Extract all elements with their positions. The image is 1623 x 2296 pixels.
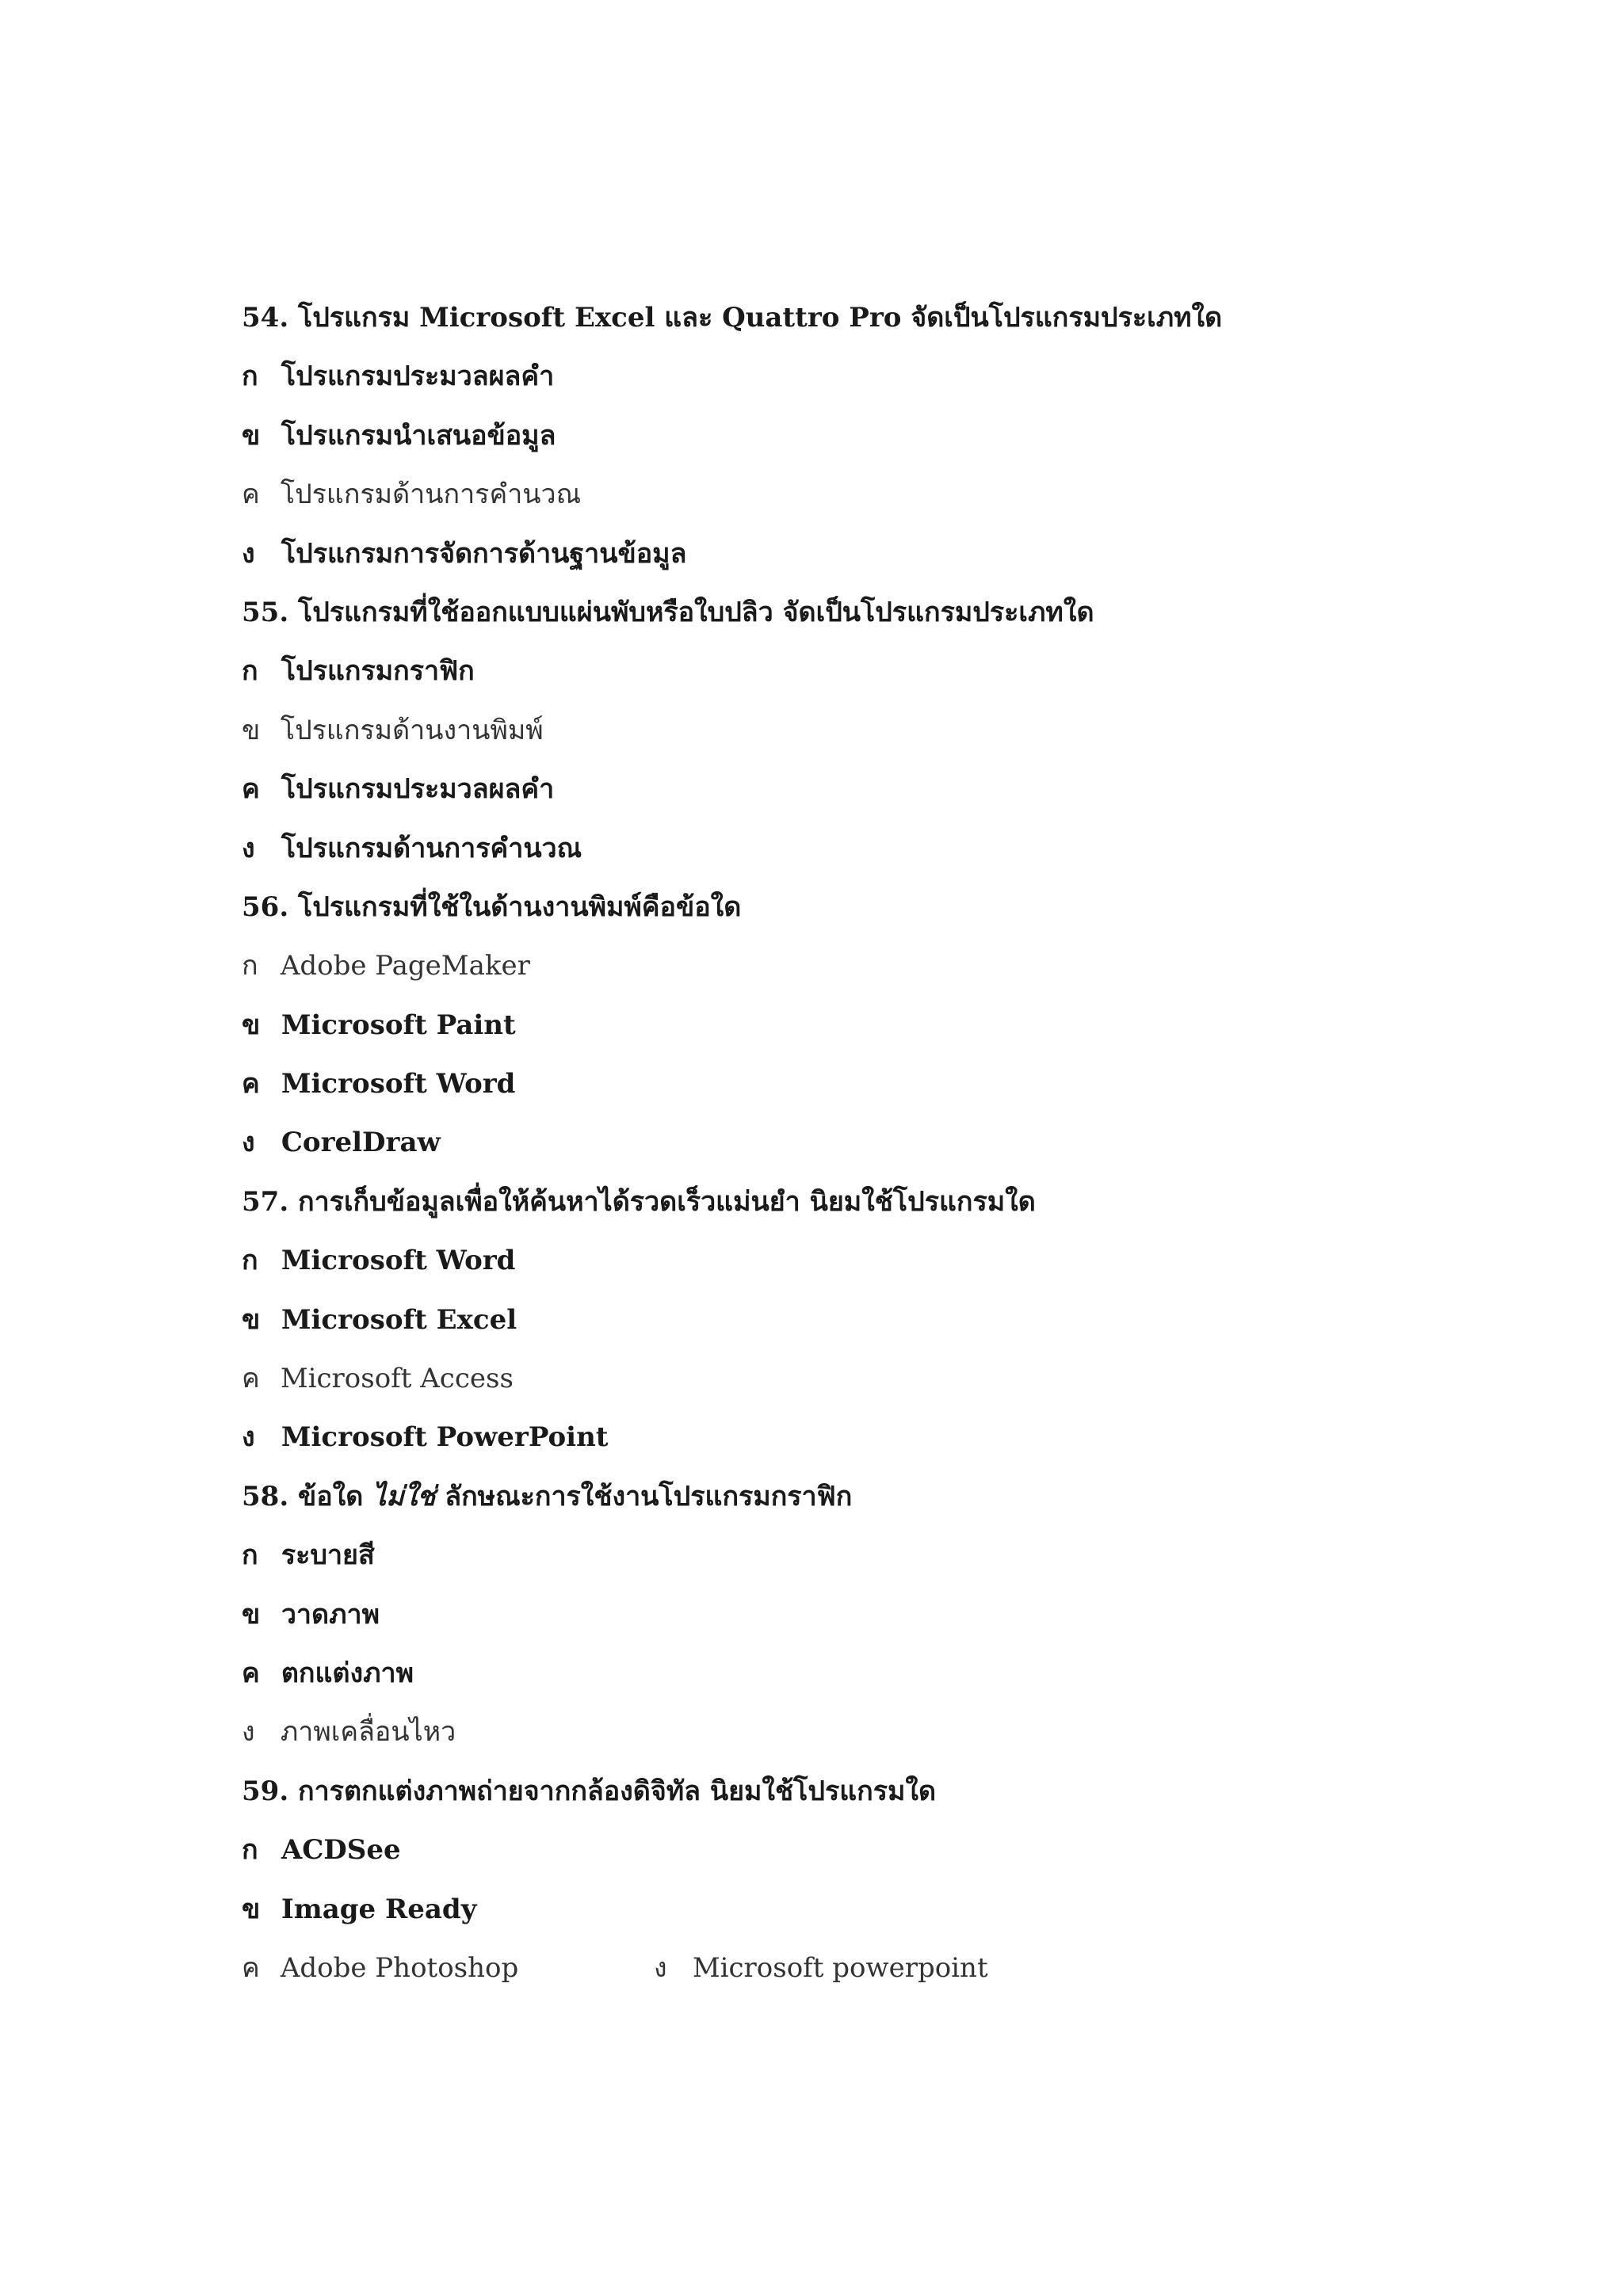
option-label: ก [242, 1539, 258, 1572]
option-label: ค [242, 1068, 260, 1100]
option-text: ตกแต่งภาพ [281, 1657, 414, 1689]
option-text: ระบายสี [281, 1539, 375, 1572]
option-label: ข [242, 1893, 261, 1925]
question-number: 57. [242, 1185, 289, 1218]
option-54-a [242, 353, 1430, 412]
option-55-b [242, 707, 1430, 766]
option-label: ข [242, 714, 261, 746]
option-text: Microsoft Excel [281, 1303, 517, 1336]
question-text-post: ลักษณะการใช้งานโปรแกรมกราฟิก [445, 1480, 853, 1512]
option-text: Adobe PageMaker [280, 950, 530, 982]
option-text: Image Ready [281, 1893, 477, 1925]
option-text: โปรแกรมกราฟิก [281, 655, 475, 688]
option-55-c [242, 766, 1430, 825]
option-label: ง [242, 537, 255, 570]
question-text: โปรแกรม Microsoft Excel และ Quattro Pro จัดเป็นโปรแกรมประเภทใด [298, 302, 1223, 334]
option-57-a [242, 1238, 1430, 1296]
option-label: ง [242, 832, 255, 864]
option-58-d [242, 1709, 1430, 1768]
option-54-b [242, 413, 1430, 471]
option-56-a [242, 943, 1430, 1001]
question-text-pre: ข้อใด [298, 1480, 364, 1512]
option-label: ข [242, 1598, 261, 1630]
question-list [242, 295, 1430, 2004]
option-text: Microsoft Access [280, 1363, 514, 1395]
option-59-d [654, 1945, 988, 1991]
question-text: การตกแต่งภาพถ่ายจากกล้องดิจิทัล นิยมใช้โปรแกรมใด [298, 1775, 937, 1807]
option-text: วาดภาพ [281, 1598, 380, 1630]
option-text: โปรแกรมด้านงานพิมพ์ [280, 714, 544, 746]
option-text: Microsoft Word [281, 1245, 516, 1277]
option-55-d [242, 826, 1430, 884]
option-59-c [242, 1945, 654, 1991]
option-59-a [242, 1827, 1430, 1886]
option-text: ACDSee [281, 1834, 401, 1867]
option-label: ก [242, 950, 258, 982]
option-56-d [242, 1119, 1430, 1178]
question-54 [242, 295, 1430, 353]
question-59 [242, 1768, 1430, 1827]
option-text: Microsoft Word [281, 1068, 516, 1100]
question-number: 56. [242, 891, 289, 923]
option-label: ข [242, 1303, 261, 1336]
option-56-b [242, 1002, 1430, 1061]
question-number: 54. [242, 302, 289, 334]
option-label: ง [242, 1421, 255, 1454]
option-label: ก [242, 1245, 258, 1277]
option-56-c [242, 1061, 1430, 1119]
option-label: ค [242, 773, 260, 806]
option-57-c [242, 1356, 1430, 1414]
option-59-b [242, 1886, 1430, 1945]
question-55 [242, 589, 1430, 648]
option-text: Adobe Photoshop [280, 1951, 519, 1984]
question-text: โปรแกรมที่ใช้ออกแบบแผ่นพับหรือใบปลิว จัดเป็นโปรแกรมประเภทใด [298, 596, 1094, 628]
option-text: ภาพเคลื่อนไหว [280, 1716, 456, 1749]
option-57-d [242, 1414, 1430, 1473]
option-text: CorelDraw [281, 1127, 441, 1159]
option-text: โปรแกรมด้านการคำนวณ [280, 479, 582, 511]
option-text: โปรแกรมประมวลผลคำ [281, 360, 555, 393]
option-text: โปรแกรมประมวลผลคำ [281, 773, 555, 806]
option-label: ค [242, 479, 260, 511]
option-text: Microsoft powerpoint [692, 1951, 988, 1984]
question-number: 59. [242, 1775, 289, 1807]
option-label: ข [242, 419, 261, 452]
option-58-c [242, 1650, 1430, 1709]
question-text: การเก็บข้อมูลเพื่อให้ค้นหาได้รวดเร็วแม่นยำ นิยมใช้โปรแกรมใด [298, 1185, 1036, 1218]
option-text: โปรแกรมนำเสนอข้อมูล [281, 419, 556, 452]
option-59-cd-row [242, 1945, 1430, 2004]
question-58 [242, 1474, 1430, 1532]
option-text: โปรแกรมด้านการคำนวณ [281, 832, 582, 864]
question-57 [242, 1179, 1430, 1238]
option-54-c [242, 471, 1430, 530]
option-label: ง [242, 1127, 255, 1159]
question-number: 55. [242, 596, 289, 628]
option-text: โปรแกรมการจัดการด้านฐานข้อมูล [281, 537, 687, 570]
option-57-b [242, 1297, 1430, 1356]
question-number: 58. [242, 1480, 289, 1512]
option-label: ค [242, 1657, 260, 1689]
option-label: ก [242, 360, 258, 393]
option-text: Microsoft Paint [281, 1009, 516, 1041]
option-58-a [242, 1532, 1430, 1591]
option-label: ค [242, 1951, 260, 1984]
option-58-b [242, 1592, 1430, 1650]
option-label: ค [242, 1363, 260, 1395]
option-55-a [242, 648, 1430, 707]
option-label: ข [242, 1009, 261, 1041]
option-label: ง [242, 1716, 255, 1749]
option-54-d [242, 531, 1430, 589]
question-text: โปรแกรมที่ใช้ในด้านงานพิมพ์คือข้อใด [298, 891, 742, 923]
option-label: ก [242, 1834, 258, 1867]
question-text-emphasis: ไม่ใช่ [372, 1480, 436, 1512]
option-text: Microsoft PowerPoint [281, 1421, 609, 1454]
option-label: ง [654, 1951, 667, 1984]
option-label: ก [242, 655, 258, 688]
question-56 [242, 884, 1430, 943]
